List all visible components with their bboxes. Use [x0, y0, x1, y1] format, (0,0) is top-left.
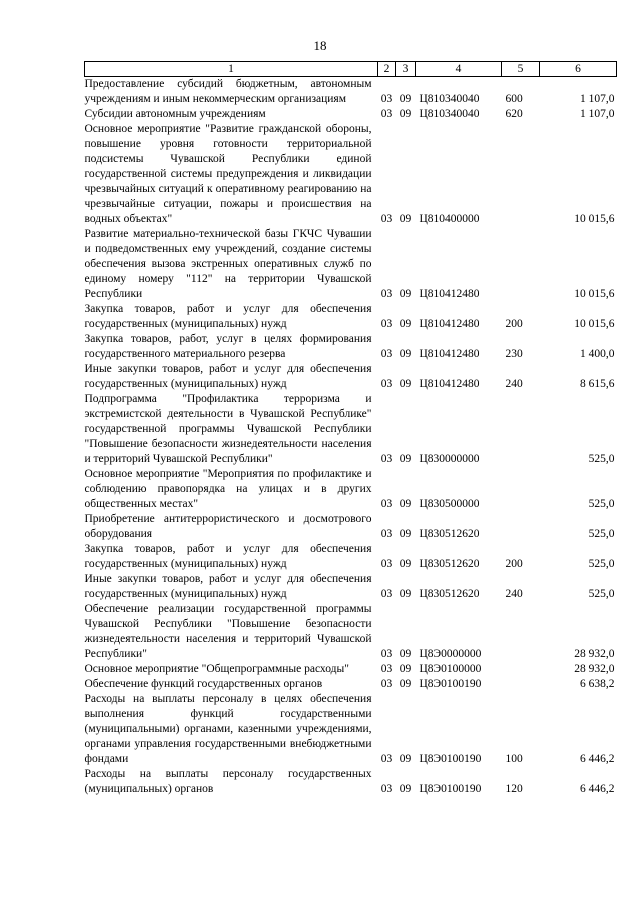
table-row	[85, 107, 617, 122]
row-subsection: 09	[399, 348, 412, 360]
row-target-code: Ц830512620	[419, 588, 480, 600]
row-target-code: Ц810412480	[419, 378, 480, 390]
row-subsection: 09	[399, 558, 412, 570]
row-amount: 525,0	[588, 558, 615, 570]
row-expense-type	[502, 677, 540, 692]
row-name: Иные закупки товаров, работ и услуг для обеспечения государственных (муниципальных) нужд	[84, 573, 372, 600]
row-section: 03	[380, 648, 393, 660]
row-subsection: 09	[399, 648, 412, 660]
header-col-name: 1	[85, 62, 378, 77]
row-expense-type	[502, 662, 540, 677]
row-target-code: Ц810412480	[419, 288, 480, 300]
row-subsection: 09	[399, 318, 412, 330]
row-amount: 525,0	[588, 453, 615, 465]
row-name: Развитие материально-технической базы ГКЧС Чувашии и подведомственных ему учреждений, создание системы обеспечения вызова экстренных оперативных служб по единому номеру "112" на территории Чувашской Республики	[84, 228, 372, 300]
table-row	[85, 392, 617, 467]
row-section: 03	[380, 498, 393, 510]
row-subsection: 09	[399, 498, 412, 510]
table-row	[85, 77, 617, 108]
row-amount: 1 400,0	[580, 348, 615, 360]
row-section: 03	[380, 528, 393, 540]
row-target-code: Ц810412480	[419, 318, 480, 330]
row-amount: 10 015,6	[574, 213, 615, 225]
row-name: Подпрограмма "Профилактика терроризма и экстремистской деятельности в Чувашской Республике" государственной программы Чувашской Республики "Повышение безопасности жизнедеятельности населения и территорий Чувашской Республики"	[84, 393, 372, 465]
row-target-code: Ц830512620	[419, 528, 480, 540]
row-name: Приобретение антитеррористического и досмотрового оборудования	[84, 513, 372, 540]
row-subsection: 09	[399, 378, 412, 390]
row-target-code: Ц8Э0100190	[419, 753, 482, 765]
table-row	[85, 302, 617, 332]
row-subsection: 09	[399, 288, 412, 300]
table-row	[85, 677, 617, 692]
row-expense-type: 240	[505, 588, 523, 600]
row-target-code: Ц810340040	[419, 108, 480, 120]
row-amount: 6 638,2	[580, 678, 615, 690]
row-expense-type	[502, 227, 540, 302]
row-section: 03	[380, 93, 393, 105]
row-expense-type	[502, 392, 540, 467]
row-section: 03	[380, 348, 393, 360]
row-subsection: 09	[399, 528, 412, 540]
row-expense-type: 120	[505, 783, 523, 795]
row-section: 03	[380, 288, 393, 300]
header-col-subsection: 3	[396, 62, 416, 77]
table-row	[85, 227, 617, 302]
row-target-code: Ц8Э0100190	[419, 678, 482, 690]
budget-table	[84, 61, 617, 797]
row-section: 03	[380, 318, 393, 330]
row-expense-type: 620	[505, 108, 523, 120]
row-name: Обеспечение реализации государственной программы Чувашской Республики "Повышение безопасности жизнедеятельности населения и территорий Чувашской Республики"	[84, 603, 372, 660]
header-col-target-code: 4	[416, 62, 502, 77]
row-target-code: Ц8Э0000000	[419, 648, 482, 660]
table-row	[85, 122, 617, 227]
table-row	[85, 692, 617, 767]
row-amount: 1 107,0	[580, 108, 615, 120]
header-col-expense-type: 5	[502, 62, 540, 77]
row-expense-type: 240	[505, 378, 523, 390]
row-amount: 1 107,0	[580, 93, 615, 105]
row-subsection: 09	[399, 93, 412, 105]
row-section: 03	[380, 663, 393, 675]
row-subsection: 09	[399, 213, 412, 225]
row-expense-type: 200	[505, 558, 523, 570]
row-section: 03	[380, 108, 393, 120]
row-target-code: Ц830500000	[419, 498, 480, 510]
header-row	[85, 62, 617, 77]
table-row	[85, 602, 617, 662]
table-row	[85, 542, 617, 572]
row-amount: 28 932,0	[574, 663, 615, 675]
row-subsection: 09	[399, 753, 412, 765]
row-amount: 28 932,0	[574, 648, 615, 660]
row-name: Расходы на выплаты персоналу государственных (муниципальных) органов	[84, 768, 372, 795]
row-target-code: Ц830000000	[419, 453, 480, 465]
row-expense-type: 230	[505, 348, 523, 360]
row-expense-type: 200	[505, 318, 523, 330]
row-name: Закупка товаров, работ, услуг в целях формирования государственного материального резерва	[84, 333, 372, 360]
row-section: 03	[380, 378, 393, 390]
row-section: 03	[380, 588, 393, 600]
row-expense-type: 600	[505, 93, 523, 105]
row-section: 03	[380, 678, 393, 690]
row-name: Субсидии автономным учреждениям	[84, 108, 266, 120]
row-subsection: 09	[399, 588, 412, 600]
row-target-code: Ц8Э0100190	[419, 783, 482, 795]
row-amount: 8 615,6	[580, 378, 615, 390]
row-name: Основное мероприятие "Развитие гражданской обороны, повышение уровня готовности территориальной подсистемы Чувашской Республики единой государственной системы предупреждения и ликвидации чрезвычайных ситуаций к оперативному реагированию на чрезвычайные ситуации, пожары и происшествия на водных объектах"	[84, 123, 372, 225]
header-col-amount: 6	[540, 62, 617, 77]
row-expense-type	[502, 512, 540, 542]
page-number: 18	[313, 38, 327, 53]
row-name: Основное мероприятие "Мероприятия по профилактике и соблюдению правопорядка на улицах и в других общественных местах"	[84, 468, 372, 510]
row-section: 03	[380, 753, 393, 765]
row-expense-type	[502, 467, 540, 512]
table-row	[85, 662, 617, 677]
row-subsection: 09	[399, 453, 412, 465]
table-row	[85, 332, 617, 362]
header-col-section: 2	[378, 62, 396, 77]
row-expense-type	[502, 122, 540, 227]
row-amount: 525,0	[588, 528, 615, 540]
row-subsection: 09	[399, 108, 412, 120]
row-amount: 10 015,6	[574, 318, 615, 330]
row-amount: 6 446,2	[580, 753, 615, 765]
row-name: Иные закупки товаров, работ и услуг для обеспечения государственных (муниципальных) нужд	[84, 363, 372, 390]
row-name: Закупка товаров, работ и услуг для обеспечения государственных (муниципальных) нужд	[84, 543, 372, 570]
table-row	[85, 767, 617, 797]
row-name: Основное мероприятие "Общепрограммные расходы"	[84, 663, 349, 675]
table-body	[85, 77, 617, 798]
row-target-code: Ц830512620	[419, 558, 480, 570]
row-section: 03	[380, 213, 393, 225]
row-name: Расходы на выплаты персоналу в целях обеспечения выполнения функций государственными (муниципальными) органами, казенными учреждениями, органами управления государственными внебюджетными фондами	[84, 693, 372, 765]
row-target-code: Ц810340040	[419, 93, 480, 105]
table-row	[85, 512, 617, 542]
row-amount: 6 446,2	[580, 783, 615, 795]
table-header	[85, 62, 617, 77]
table-row	[85, 362, 617, 392]
table-row	[85, 572, 617, 602]
row-expense-type	[502, 602, 540, 662]
row-section: 03	[380, 453, 393, 465]
row-amount: 525,0	[588, 498, 615, 510]
row-name: Обеспечение функций государственных органов	[84, 678, 323, 690]
row-subsection: 09	[399, 663, 412, 675]
row-amount: 10 015,6	[574, 288, 615, 300]
row-section: 03	[380, 558, 393, 570]
table-row	[85, 467, 617, 512]
row-target-code: Ц810400000	[419, 213, 480, 225]
row-target-code: Ц810412480	[419, 348, 480, 360]
row-section: 03	[380, 783, 393, 795]
row-name: Предоставление субсидий бюджетным, автономным учреждениям и иным некоммерческим организациям	[84, 78, 372, 105]
row-subsection: 09	[399, 783, 412, 795]
row-amount: 525,0	[588, 588, 615, 600]
row-subsection: 09	[399, 678, 412, 690]
row-expense-type: 100	[505, 753, 523, 765]
row-name: Закупка товаров, работ и услуг для обеспечения государственных (муниципальных) нужд	[84, 303, 372, 330]
row-target-code: Ц8Э0100000	[419, 663, 482, 675]
